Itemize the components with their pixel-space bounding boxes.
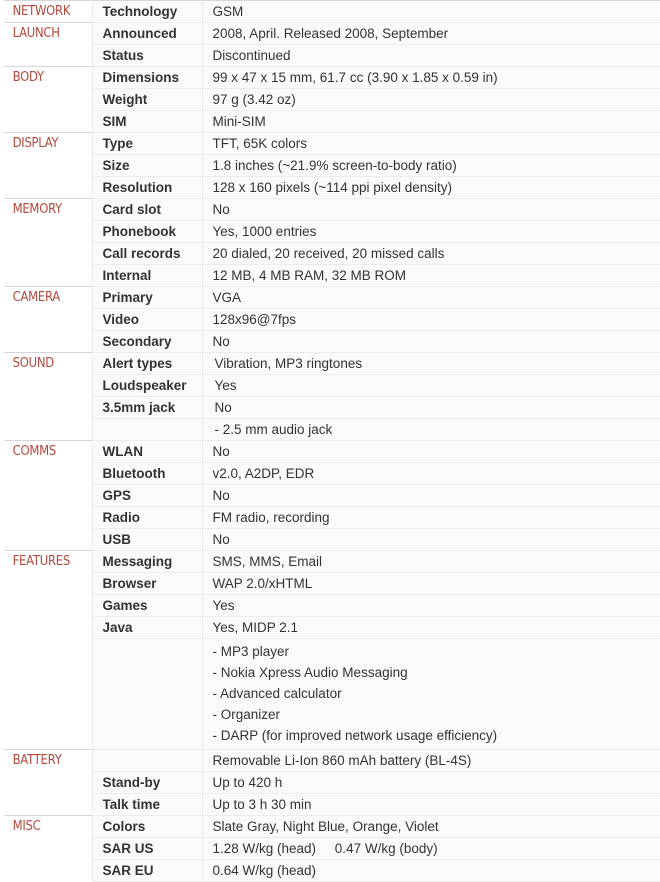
spec-label: Video bbox=[92, 309, 202, 331]
spec-row bbox=[4, 331, 660, 353]
spec-label: Weight bbox=[92, 89, 202, 111]
spec-value: Yes bbox=[202, 375, 660, 397]
spec-value-line: - DARP (for improved network usage efficiency) bbox=[213, 725, 660, 746]
spec-value: 0.64 W/kg (head) bbox=[202, 860, 660, 882]
spec-row bbox=[4, 529, 660, 551]
spec-value: 2008, April. Released 2008, September bbox=[202, 23, 660, 45]
spec-label: Games bbox=[92, 595, 202, 617]
spec-label: Announced bbox=[92, 23, 202, 45]
spec-value: Up to 420 h bbox=[202, 772, 660, 794]
spec-row bbox=[4, 177, 660, 199]
spec-value: v2.0, A2DP, EDR bbox=[202, 463, 660, 485]
spec-value: - 2.5 mm audio jack bbox=[202, 419, 660, 441]
spec-label: Bluetooth bbox=[92, 463, 202, 485]
section-heading[interactable]: FEATURES bbox=[4, 551, 80, 750]
spec-row bbox=[4, 375, 660, 397]
spec-section-features bbox=[4, 551, 660, 750]
spec-value: 12 MB, 4 MB RAM, 32 MB ROM bbox=[202, 265, 660, 287]
spec-value: No bbox=[202, 397, 660, 419]
spec-value: 128 x 160 pixels (~114 ppi pixel density) bbox=[202, 177, 660, 199]
spec-value: 99 x 47 x 15 mm, 61.7 cc (3.90 x 1.85 x 0.59 in) bbox=[202, 67, 660, 89]
spec-value: 97 g (3.42 oz) bbox=[202, 89, 660, 111]
spec-row bbox=[4, 265, 660, 287]
spec-label: Java bbox=[92, 617, 202, 639]
spec-row bbox=[4, 111, 660, 133]
spec-value-line: - Advanced calculator bbox=[213, 683, 660, 704]
spec-section-misc bbox=[4, 816, 660, 882]
spec-label: Call records bbox=[92, 243, 202, 265]
spec-row bbox=[4, 838, 660, 860]
spec-row bbox=[4, 573, 660, 595]
spec-label: GPS bbox=[92, 485, 202, 507]
spec-row bbox=[4, 639, 660, 750]
spec-value: Up to 3 h 30 min bbox=[202, 794, 660, 816]
spec-row bbox=[4, 507, 660, 529]
section-heading[interactable]: NETWORK bbox=[4, 1, 80, 23]
spec-value-line: - Nokia Xpress Audio Messaging bbox=[213, 662, 660, 683]
spec-section-network bbox=[4, 1, 660, 23]
section-heading[interactable]: DISPLAY bbox=[4, 133, 80, 199]
spec-value: VGA bbox=[202, 287, 660, 309]
spec-section-display bbox=[4, 133, 660, 199]
spec-section-comms bbox=[4, 441, 660, 551]
section-heading[interactable]: MISC bbox=[4, 816, 80, 882]
spec-section-memory bbox=[4, 199, 660, 287]
spec-label: Resolution bbox=[92, 177, 202, 199]
spec-label: Messaging bbox=[92, 551, 202, 573]
spec-value-line: - Organizer bbox=[213, 704, 660, 725]
spec-row bbox=[4, 617, 660, 639]
spec-value: WAP 2.0/xHTML bbox=[202, 573, 660, 595]
spec-row bbox=[4, 860, 660, 882]
section-heading[interactable]: COMMS bbox=[4, 441, 80, 551]
spec-label bbox=[92, 639, 202, 750]
spec-label: Primary bbox=[92, 287, 202, 309]
spec-row bbox=[4, 23, 660, 45]
spec-label: Card slot bbox=[92, 199, 202, 221]
spec-label: SAR US bbox=[92, 838, 202, 860]
spec-label: Colors bbox=[92, 816, 202, 838]
spec-label bbox=[92, 750, 202, 772]
spec-section-body bbox=[4, 67, 660, 133]
spec-row bbox=[4, 794, 660, 816]
spec-label: Browser bbox=[92, 573, 202, 595]
spec-value: 20 dialed, 20 received, 20 missed calls bbox=[202, 243, 660, 265]
spec-value: No bbox=[202, 485, 660, 507]
spec-value bbox=[202, 639, 660, 750]
spec-label: Internal bbox=[92, 265, 202, 287]
spec-value: No bbox=[202, 441, 660, 463]
spec-label: SAR EU bbox=[92, 860, 202, 882]
spec-row bbox=[4, 397, 660, 419]
spec-label: Stand-by bbox=[92, 772, 202, 794]
spec-label: WLAN bbox=[92, 441, 202, 463]
spec-section-camera bbox=[4, 287, 660, 353]
spec-row bbox=[4, 155, 660, 177]
spec-label: USB bbox=[92, 529, 202, 551]
spec-row bbox=[4, 221, 660, 243]
spec-value: Vibration, MP3 ringtones bbox=[202, 353, 660, 375]
spec-value: FM radio, recording bbox=[202, 507, 660, 529]
spec-value: 128x96@7fps bbox=[202, 309, 660, 331]
spec-row bbox=[4, 551, 660, 573]
spec-label: SIM bbox=[92, 111, 202, 133]
spec-label: Status bbox=[92, 45, 202, 67]
section-heading[interactable]: SOUND bbox=[4, 353, 80, 441]
spec-value: Yes, 1000 entries bbox=[202, 221, 660, 243]
spec-value-line: - MP3 player bbox=[213, 641, 660, 662]
spec-value: No bbox=[202, 331, 660, 353]
spec-row bbox=[4, 441, 660, 463]
spec-value: Yes bbox=[202, 595, 660, 617]
spec-row bbox=[4, 463, 660, 485]
spec-row bbox=[4, 309, 660, 331]
spec-row bbox=[4, 772, 660, 794]
spec-row bbox=[4, 816, 660, 838]
specs-table bbox=[4, 0, 660, 882]
spec-label bbox=[92, 419, 202, 441]
spec-row bbox=[4, 243, 660, 265]
spec-section-launch bbox=[4, 23, 660, 67]
spec-value: 1.8 inches (~21.9% screen-to-body ratio) bbox=[202, 155, 660, 177]
spec-value: Removable Li-Ion 860 mAh battery (BL-4S) bbox=[202, 750, 660, 772]
spec-row bbox=[4, 1, 660, 23]
spec-label: Size bbox=[92, 155, 202, 177]
spec-label: Radio bbox=[92, 507, 202, 529]
spec-value: Mini-SIM bbox=[202, 111, 660, 133]
spec-label: Secondary bbox=[92, 331, 202, 353]
section-heading[interactable]: BODY bbox=[4, 67, 80, 133]
spec-row bbox=[4, 750, 660, 772]
spec-label: Loudspeaker bbox=[92, 375, 202, 397]
spec-value: GSM bbox=[202, 1, 660, 23]
spec-row bbox=[4, 419, 660, 441]
section-heading[interactable]: MEMORY bbox=[4, 199, 80, 287]
spec-value: No bbox=[202, 199, 660, 221]
spec-row bbox=[4, 353, 660, 375]
spec-label: Type bbox=[92, 133, 202, 155]
section-heading[interactable]: LAUNCH bbox=[4, 23, 80, 67]
spec-value: SMS, MMS, Email bbox=[202, 551, 660, 573]
spec-value: Discontinued bbox=[202, 45, 660, 67]
spec-row bbox=[4, 89, 660, 111]
section-heading[interactable]: BATTERY bbox=[4, 750, 80, 816]
section-heading[interactable]: CAMERA bbox=[4, 287, 80, 353]
spec-label: Alert types bbox=[92, 353, 202, 375]
spec-value: TFT, 65K colors bbox=[202, 133, 660, 155]
spec-value: No bbox=[202, 529, 660, 551]
spec-label: 3.5mm jack bbox=[92, 397, 202, 419]
spec-label: Technology bbox=[92, 1, 202, 23]
spec-row bbox=[4, 199, 660, 221]
spec-label: Talk time bbox=[92, 794, 202, 816]
spec-row bbox=[4, 595, 660, 617]
spec-section-battery bbox=[4, 750, 660, 816]
spec-section-sound bbox=[4, 353, 660, 441]
spec-value: Yes, MIDP 2.1 bbox=[202, 617, 660, 639]
spec-value: Slate Gray, Night Blue, Orange, Violet bbox=[202, 816, 660, 838]
spec-row bbox=[4, 45, 660, 67]
spec-row bbox=[4, 485, 660, 507]
spec-row bbox=[4, 67, 660, 89]
spec-row bbox=[4, 133, 660, 155]
spec-label: Phonebook bbox=[92, 221, 202, 243]
spec-label: Dimensions bbox=[92, 67, 202, 89]
spec-value: 1.28 W/kg (head) 0.47 W/kg (body) bbox=[202, 838, 660, 860]
spec-row bbox=[4, 287, 660, 309]
